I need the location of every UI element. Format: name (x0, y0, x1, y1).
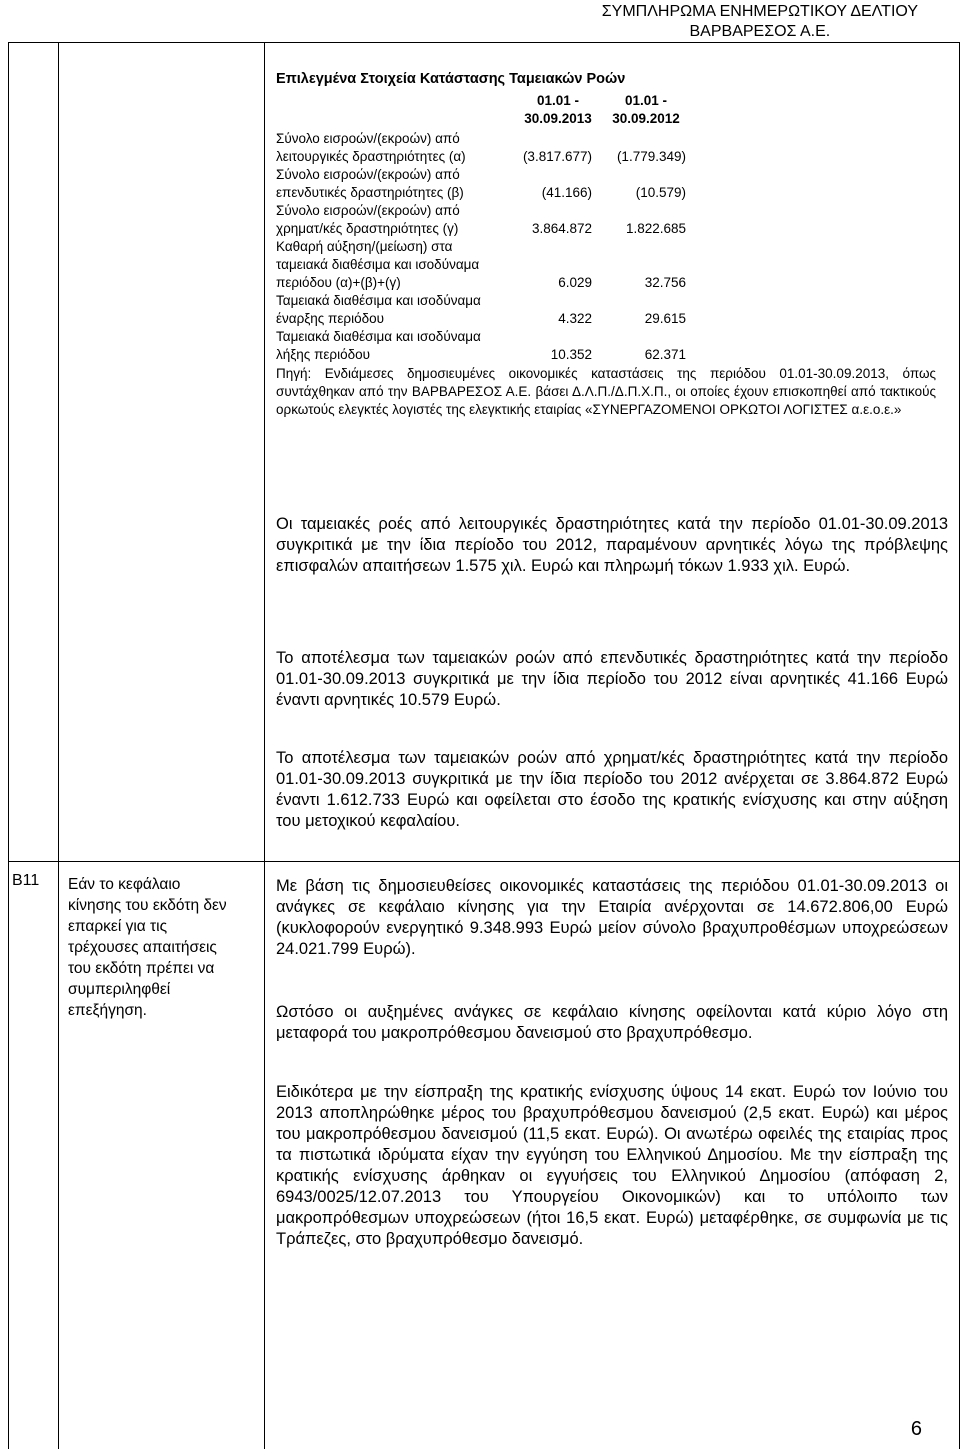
cashflow-value-2012: (1.779.349) (616, 149, 686, 164)
b11-paragraph-working-capital: Με βάση τις δημοσιευθείσες οικονομικές καταστάσεις της περιόδου 01.01-30.09.2013 οι ανάγκες σε κεφάλαιο κίνησης για την Εταιρία ανέρχονται σε 14.672.806,00 Ευρώ (κυκλοφορούν ενεργητικό 9.348.993 Ευρώ μείον σύνολο βραχυπροθέσμων υποχρεώσεων 24.021.799 Ευρώ). (276, 877, 948, 958)
b11-requirement-text: Εάν το κεφάλαιο κίνησης του εκδότη δεν επαρκεί για τις τρέχουσες απαιτήσεις του εκδότη πρέπει να συμπεριληφθεί επεξήγηση. (68, 876, 227, 1019)
cashflow-section (276, 70, 936, 419)
b11-paragraph-state-aid: Ειδικότερα με την είσπραξη της κρατικής ενίσχυσης ύψους 14 εκατ. Ευρώ τον Ιούνιο του 2013 αποπληρώθηκε μέρος του βραχυπρόθεσμου δανεισμού (2,5 εκατ. Ευρώ) και μέρος του μακροπρόθεσμου δανεισμού (11,5 εκατ. Ευρώ). Οι ανωτέρω οφειλές της εταιρίας προς τα πιστωτικά ιδρύματα είχαν την εγγύηση του Ελληνικού Δημοσίου. Με την είσπραξη της κρατικής ενίσχυσης άρθηκαν οι εγγυήσεις του Ελληνικού Δημοσίου (απόφαση 2, 6943/0025/12.07.2013 του Υπουργείου Οικονομικών) και το υπόλοιπο των μακροπρόθεσμων υποχρεώσεων (ήτοι 16,5 εκατ. Ευρώ) μεταφέρθηκε, σε συμφωνία με τις Τράπεζες, στο βραχυπρόθεσμο δανεισμό. (276, 1083, 948, 1248)
cashflow-col-2012: 01.01 - 30.09.2012 (612, 93, 680, 126)
cashflow-row-label: Σύνολο εισροών/(εκροών) από επενδυτικές δραστηριότητες (β) (276, 167, 464, 200)
b11-paragraph-reasons: Ωστόσο οι αυξημένες ανάγκες σε κεφάλαιο κίνησης οφείλονται κατά κύριο λόγο στη μεταφορά του μακροπρόθεσμου δανεισμού στο βραχυπρόθεσμο. (276, 1003, 948, 1042)
cashflow-row (276, 238, 916, 292)
cashflow-value-2013: 10.352 (550, 347, 592, 362)
section-code-b11: B11 (12, 872, 40, 889)
page-number: 6 (910, 1418, 922, 1440)
header-line-1: ΣΥΜΠΛΗΡΩΜΑ ΕΝΗΜΕΡΩΤΙΚΟΥ ΔΕΛΤΙΟΥ (601, 3, 918, 20)
table-border-col2 (264, 42, 265, 1449)
table-border-left (8, 42, 9, 1449)
cashflow-row-label: Ταμειακά διαθέσιμα και ισοδύναμα έναρξης περιόδου (276, 293, 481, 326)
cashflow-source-note: Πηγή: Ενδιάμεσες δημοσιευμένες οικονομικές καταστάσεις της περιόδου 01.01-30.09.2013, όπως συντάχθηκαν από την ΒΑΡΒΑΡΕΣΟΣ Α.Ε. βάσει Δ.Λ.Π./Δ.Π.Χ.Π., οι οποίες έχουν επισκοπηθεί από τακτικούς ορκωτούς ελεγκτές λογιστές της ελεγκτικής εταιρίας «ΣΥΝΕΡΓΑΖΟΜΕΝΟΙ ΟΡΚΩΤΟΙ ΛΟΓΙΣΤΕΣ α.ε.ο.ε.» (276, 366, 936, 417)
table-border-top (8, 42, 960, 43)
cashflow-value-2013: 6.029 (558, 275, 592, 290)
cashflow-value-2013: (3.817.677) (522, 149, 592, 164)
table-border-col1 (58, 42, 59, 1449)
cashflow-row-label: Σύνολο εισροών/(εκροών) από λειτουργικές δραστηριότητες (α) (276, 131, 466, 164)
cashflow-row-label: Σύνολο εισροών/(εκροών) από χρηματ/κές δραστηριότητες (γ) (276, 203, 460, 236)
document-header (602, 2, 918, 42)
cashflow-value-2013: 3.864.872 (531, 221, 592, 236)
cashflow-row (276, 166, 916, 202)
cashflow-value-2012: 1.822.685 (625, 221, 686, 236)
cashflow-row-label: Ταμειακά διαθέσιμα και ισοδύναμα λήξης περιόδου (276, 329, 481, 362)
cashflow-rows (276, 130, 916, 364)
cashflow-row (276, 130, 916, 166)
cashflow-row (276, 202, 916, 238)
header-line-2: ΒΑΡΒΑΡΕΣΟΣ Α.Ε. (689, 23, 831, 40)
financing-cashflow-paragraph: Το αποτέλεσμα των ταμειακών ροών από χρηματ/κές δραστηριότητες κατά την περίοδο 01.01-30.09.2013 συγκριτικά με την ίδια περίοδο του 2012 ανέρχεται σε 3.864.872 Ευρώ έναντι 1.612.733 Ευρώ και οφείλεται στο έσοδο της κρατικής ενίσχυσης και στην αύξηση του μετοχικού κεφαλαίου. (276, 749, 948, 830)
investing-cashflow-paragraph: Το αποτέλεσμα των ταμειακών ροών από επενδυτικές δραστηριότητες κατά την περίοδο 01.01-30.09.2013 συγκριτικά με την ίδια περίοδο του 2012 είναι αρνητικές 41.166 Ευρώ έναντι αρνητικές 10.579 Ευρώ. (276, 649, 948, 709)
cashflow-title: Επιλεγμένα Στοιχεία Κατάστασης Ταμειακών Ροών (276, 71, 626, 87)
cashflow-col-2013: 01.01 - 30.09.2013 (524, 93, 592, 126)
table-row-divider (8, 861, 960, 862)
cashflow-value-2013: (41.166) (541, 185, 592, 200)
cashflow-value-2013: 4.322 (558, 311, 592, 326)
cashflow-header-row (276, 92, 916, 130)
cashflow-value-2012: 62.371 (644, 347, 686, 362)
cashflow-row (276, 292, 916, 328)
cashflow-row-label: Καθαρή αύξηση/(μείωση) στα ταμειακά διαθέσιμα και ισοδύναμα περιόδου (α)+(β)+(γ) (276, 239, 480, 290)
cashflow-row (276, 328, 916, 364)
cashflow-value-2012: 29.615 (644, 311, 686, 326)
cashflow-value-2012: (10.579) (635, 185, 686, 200)
operating-cashflow-paragraph: Οι ταμειακές ροές από λειτουργικές δραστηριότητες κατά την περίοδο 01.01-30.09.2013 συγκριτικά με την ίδια περίοδο του 2012, παραμένουν αρνητικές λόγω της πρόβλεψης επισφαλών απαιτήσεων 1.575 χιλ. Ευρώ και πληρωμή τόκων 1.933 χιλ. Ευρώ. (276, 515, 948, 575)
cashflow-value-2012: 32.756 (644, 275, 686, 290)
